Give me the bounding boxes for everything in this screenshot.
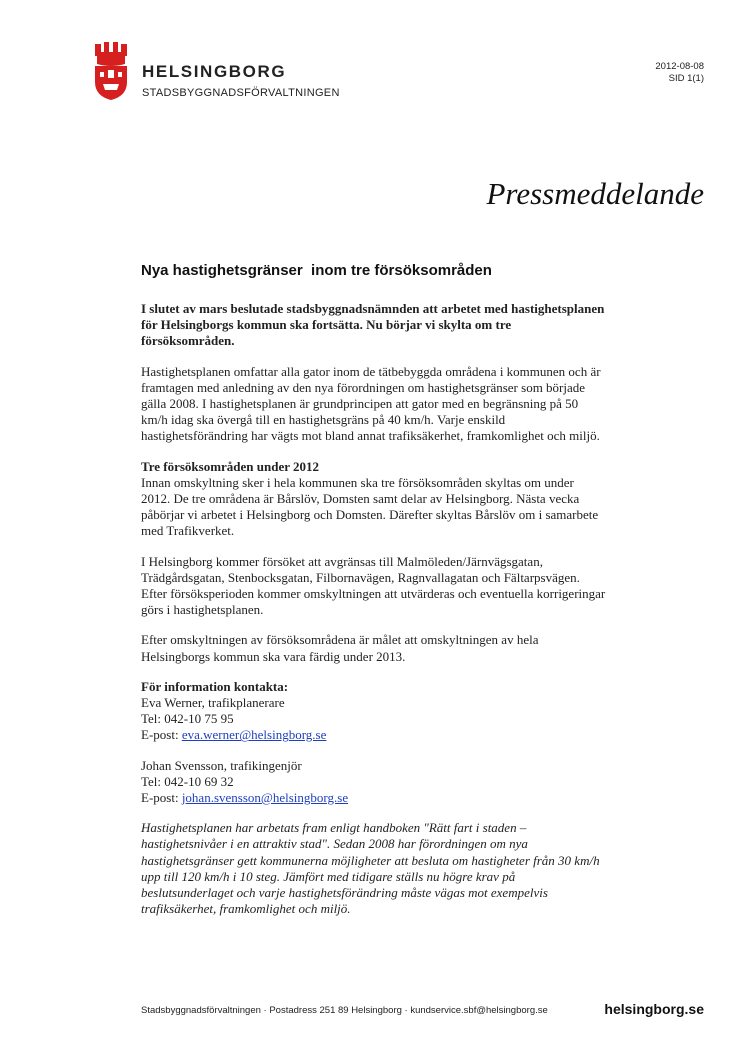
- document-type-title: Pressmeddelande: [486, 176, 704, 211]
- email-label: E-post:: [141, 727, 182, 743]
- footer-website[interactable]: helsingborg.se: [604, 1001, 704, 1017]
- footer-address: Stadsbyggnadsförvaltningen · Postadress 251 89 Helsingborg · kundservice.sbf@helsingborg.se: [141, 1005, 548, 1016]
- email-link[interactable]: eva.werner@helsingborg.se: [181, 727, 327, 743]
- email-label: E-post:: [141, 790, 182, 806]
- paragraph-2: Innan omskyltning sker i hela kommunen ska tre försöksområden skyltas om under 2012. De tre områdena är Bårslöv, Domsten samt delar av Helsingborg. Nästa vecka påbörjar vi arbetet i Helsingborg och Domsten. Därefter skyltas Bårslöv om i samarbete med Trafikverket.: [141, 474, 599, 539]
- contact-heading: För information kontakta:: [141, 678, 289, 694]
- lead-paragraph: I slutet av mars beslutade stadsbyggnadsnämnden att arbetet med hastighetsplanen för Helsingborgs kommun ska fortsätta. Nu börjar vi skylta om tre försöksområden.: [141, 301, 605, 349]
- contact-block-1: [141, 679, 606, 744]
- document-meta: [655, 61, 704, 85]
- paragraph-4: Efter omskyltningen av försöksområdena är målet att omskyltningen av hela Helsingborgs kommun ska vara färdig under 2013.: [141, 632, 539, 664]
- document-date: 2012-08-08: [655, 61, 704, 72]
- section-subheading: Tre försöksområden under 2012: [141, 458, 320, 474]
- background-note: Hastighetsplanen har arbetats fram enligt handboken "Rätt fart i staden – hastighetsnivåer i en attraktiv stad". Sedan 2008 har förordningen om nya hastighetsgränser gett kommunerna möjligheter att besluta om hastigheter från 30 km/h upp till 120 km/h i 10 steg. Jämfört med tidigare ställs nu högre krav på beslutsunderlaget och varje hastighetsförändring måste vägas mot exempelvis trafiksäkerhet, framkomlighet och miljö.: [141, 820, 600, 917]
- paragraph-1: Hastighetsplanen omfattar alla gator inom de tätbebyggda områdena i kommunen och är framtagen med anledning av den nya förordningen om hastighetsgränser som började gälla 2008. I hastighetsplanen är grundprincipen att gator med en begränsning på 50 km/h idag ska övergå till en hastighetsgräns på 40 km/h. Varje enskild hastighetsförändring har vägts mot bland annat trafiksäkerhet, framkomlighet och miljö.: [141, 363, 601, 444]
- helsingborg-crest-icon: [93, 42, 129, 100]
- contact-name: Johan Svensson, trafikingenjör: [141, 757, 302, 773]
- section-2012: [141, 459, 606, 540]
- page-number: SID 1(1): [668, 73, 704, 84]
- contact-email-row: [141, 727, 606, 743]
- org-name: HELSINGBORG: [142, 62, 287, 81]
- paragraph-3: I Helsingborg kommer försöket att avgränsas till Malmöleden/Järnvägsgatan, Trädgårdsgatan, Stenbocksgatan, Filbornavägen, Ragnvallagatan och Fältarpsvägen. Efter försöksperioden kommer omskyltningen att utvärderas och eventuella korrigeringar görs i hastighetsplanen.: [141, 553, 606, 618]
- contact-name: Eva Werner, trafikplanerare: [141, 695, 285, 711]
- press-release-headline: Nya hastighetsgränser inom tre försöksområden: [141, 262, 492, 279]
- contact-phone: Tel: 042-10 69 32: [141, 773, 234, 789]
- contact-block-2: [141, 758, 606, 807]
- email-link[interactable]: johan.svensson@helsingborg.se: [181, 790, 349, 806]
- press-release-body: [141, 301, 606, 932]
- contact-email-row: [141, 790, 606, 806]
- contact-phone: Tel: 042-10 75 95: [141, 711, 234, 727]
- org-department: STADSBYGGNADSFÖRVALTNINGEN: [142, 87, 340, 99]
